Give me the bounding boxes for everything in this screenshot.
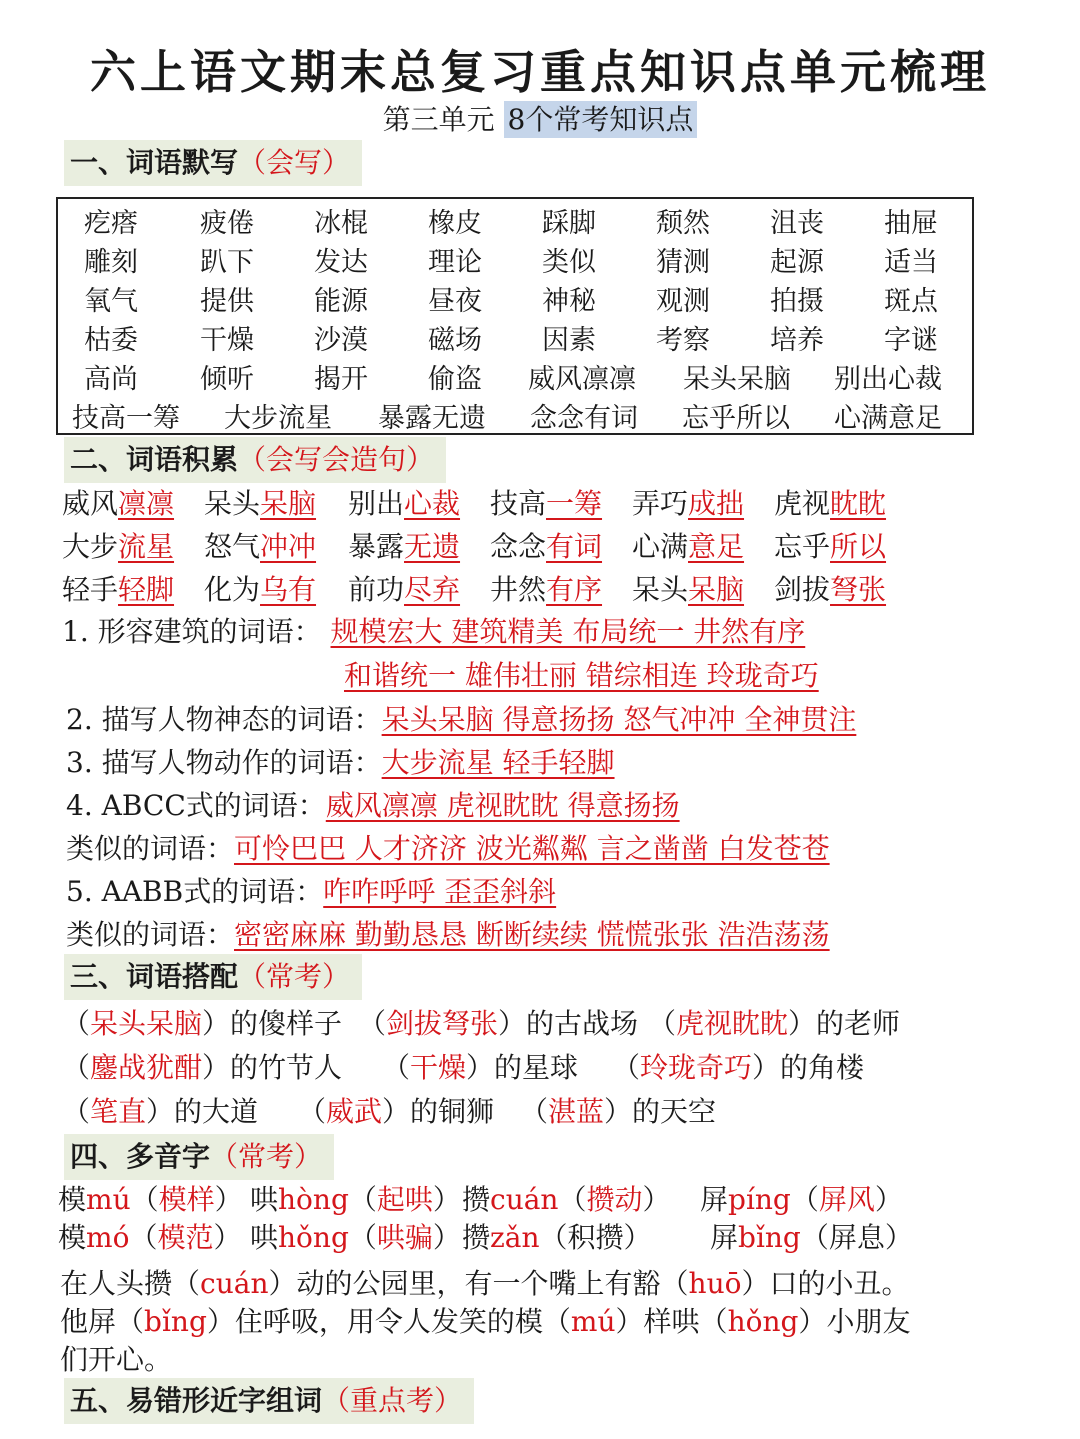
polyphone-char: 模	[58, 1183, 87, 1216]
idiom-item	[632, 525, 744, 565]
pinyin: zǎn	[490, 1221, 540, 1254]
vocab-word: 颓然	[656, 208, 710, 239]
category-5: 5. AABB式的词语：咋咋呼呼 歪歪斜斜	[66, 875, 557, 908]
idiom-answer: 冲冲	[260, 530, 317, 563]
idiom-prefix: 怒气	[204, 530, 261, 563]
vocab-word: 起源	[770, 247, 824, 278]
category-2: 2. 描写人物神态的词语：呆头呆脑 得意扬扬 怒气冲冲 全神贯注	[66, 703, 857, 736]
collocation-answer: 虎视眈眈	[676, 1007, 789, 1040]
vocab-word: 沮丧	[770, 208, 824, 239]
collocation-noun: 的傻样子	[230, 1007, 343, 1040]
idiom-prefix: 技高	[490, 487, 547, 520]
collocation-noun: 的角楼	[780, 1051, 865, 1084]
vocab-word: 呆头呆脑	[683, 364, 791, 395]
vocab-word: 发达	[314, 247, 368, 278]
collocation-answer: 鏖战犹酣	[90, 1051, 203, 1084]
vocab-word: 沙漠	[314, 325, 368, 356]
collocation-item: （湛蓝）的天空	[520, 1095, 717, 1128]
sentence-line-2: 他屏（bǐng）住呼吸，用令人发笑的模（mú）样哄（hǒng）小朋友	[60, 1305, 911, 1338]
vocab-word: 拍摄	[770, 286, 824, 317]
pinyin: bǐng	[738, 1221, 801, 1254]
polyphone-item: 哄hǒng（哄骗）	[250, 1221, 461, 1254]
vocab-word: 高尚	[84, 364, 138, 395]
idiom-prefix: 弄巧	[632, 487, 689, 520]
vocab-word: 氧气	[84, 286, 138, 317]
vocab-word: 偷盗	[428, 364, 482, 395]
vocab-word: 别出心裁	[834, 364, 942, 395]
idiom-item	[62, 482, 174, 522]
vocab-word: 忘乎所以	[682, 403, 790, 434]
pinyin: píng	[728, 1183, 791, 1216]
polyphone-char: 攒	[462, 1221, 491, 1254]
collocation-answer: 剑拔弩张	[386, 1007, 499, 1040]
idiom-item	[204, 568, 316, 608]
sentence-line-3: 们开心。	[60, 1343, 173, 1376]
idiom-prefix: 呆头	[204, 487, 261, 520]
collocation-item: （笔直）的大道	[62, 1095, 259, 1128]
idiom-prefix: 威风	[62, 487, 119, 520]
idiom-item	[774, 525, 886, 565]
pinyin: mó	[86, 1221, 130, 1254]
vocab-word: 培养	[770, 325, 824, 356]
highlight-label: 8个常考知识点	[504, 101, 698, 138]
idiom-item	[62, 525, 174, 565]
collocation-item: （鏖战犹酣）的竹节人	[62, 1051, 343, 1084]
section-heading-2: 二、词语积累（会写会造句）	[64, 437, 446, 483]
vocab-word: 冰棍	[314, 208, 368, 239]
vocab-word: 观测	[656, 286, 710, 317]
vocab-word: 疲倦	[200, 208, 254, 239]
idiom-item	[62, 568, 174, 608]
pinyin: hǒng	[278, 1221, 349, 1254]
vocab-word: 技高一筹	[72, 403, 180, 434]
vocab-word: 趴下	[200, 247, 254, 278]
idiom-answer: 意足	[688, 530, 745, 563]
collocation-answer: 干燥	[410, 1051, 467, 1084]
pinyin: cuán	[490, 1183, 559, 1216]
collocation-noun: 的古战场	[526, 1007, 639, 1040]
idiom-item	[348, 482, 460, 522]
idiom-prefix: 井然	[490, 573, 547, 606]
vocab-word: 念念有词	[530, 403, 638, 434]
collocation-noun: 的老师	[816, 1007, 901, 1040]
vocab-word: 大步流星	[224, 403, 332, 434]
vocab-word: 心满意足	[834, 403, 942, 434]
category-4-similar: 类似的词语：可怜巴巴 人才济济 波光粼粼 言之凿凿 白发苍苍	[66, 832, 830, 865]
collocation-answer: 呆头呆脑	[90, 1007, 203, 1040]
vocab-word: 干燥	[200, 325, 254, 356]
vocab-word: 雕刻	[84, 247, 138, 278]
idiom-item	[348, 525, 460, 565]
polyphone-item: 模mó（模范）	[58, 1221, 242, 1254]
section-heading-4: 四、多音字（常考）	[64, 1134, 334, 1180]
vocab-word: 提供	[200, 286, 254, 317]
polyphone-word: 攒动	[586, 1183, 643, 1216]
idiom-item	[490, 482, 602, 522]
collocation-item: （呆头呆脑）的傻样子	[62, 1007, 343, 1040]
idiom-item	[490, 568, 602, 608]
collocation-item: （威武）的铜狮	[298, 1095, 495, 1128]
polyphone-item: 屏píng（屏风）	[700, 1183, 903, 1216]
unit-label: 第三单元	[382, 103, 495, 136]
idiom-answer: 有词	[546, 530, 603, 563]
polyphone-item: 哄hòng（起哄）	[250, 1183, 461, 1216]
polyphone-word: 模样	[158, 1183, 215, 1216]
collocation-answer: 笔直	[90, 1095, 147, 1128]
vocab-word: 能源	[314, 286, 368, 317]
idiom-answer: 所以	[830, 530, 887, 563]
vocab-word: 倾听	[200, 364, 254, 395]
polyphone-word: 模范	[157, 1221, 214, 1254]
vocab-word: 适当	[884, 247, 938, 278]
category-1: 1. 形容建筑的词语： 规模宏大 建筑精美 布局统一 井然有序	[62, 615, 806, 648]
idiom-answer: 流星	[118, 530, 175, 563]
idiom-answer: 成拙	[688, 487, 745, 520]
vocab-word: 神秘	[542, 286, 596, 317]
polyphone-word: 屏息	[828, 1221, 885, 1254]
idiom-item	[204, 525, 316, 565]
vocab-word: 疙瘩	[84, 208, 138, 239]
polyphone-char: 哄	[250, 1221, 279, 1254]
vocab-word: 猜测	[656, 247, 710, 278]
category-1-line2: 和谐统一 雄伟壮丽 错综相连 玲珑奇巧	[344, 659, 819, 692]
collocation-noun: 的天空	[632, 1095, 717, 1128]
polyphone-word: 积攒	[567, 1221, 624, 1254]
polyphone-char: 屏	[710, 1221, 739, 1254]
vocab-word: 揭开	[314, 364, 368, 395]
collocation-noun: 的大道	[174, 1095, 259, 1128]
idiom-answer: 乌有	[260, 573, 317, 606]
vocab-word: 磁场	[428, 325, 482, 356]
vocab-word: 考察	[656, 325, 710, 356]
idiom-item	[774, 482, 886, 522]
page-subtitle	[0, 98, 1080, 138]
section-heading-1: 一、词语默写（会写）	[64, 140, 362, 186]
polyphone-char: 屏	[700, 1183, 729, 1216]
vocab-word: 字谜	[884, 325, 938, 356]
vocab-box	[56, 197, 974, 435]
category-5-similar: 类似的词语：密密麻麻 勤勤恳恳 断断续续 慌慌张张 浩浩荡荡	[66, 918, 830, 951]
vocab-word: 因素	[542, 325, 596, 356]
polyphone-char: 哄	[250, 1183, 279, 1216]
idiom-item	[632, 482, 744, 522]
section-heading-3: 三、词语搭配（常考）	[64, 954, 362, 1000]
collocation-answer: 湛蓝	[548, 1095, 605, 1128]
polyphone-item: 屏bǐng（屏息）	[710, 1221, 913, 1254]
idiom-prefix: 心满	[632, 530, 689, 563]
pinyin: hòng	[278, 1183, 349, 1216]
collocation-item: （剑拔弩张）的古战场	[358, 1007, 639, 1040]
idiom-item	[348, 568, 460, 608]
pinyin: mú	[86, 1183, 131, 1216]
idiom-prefix: 暴露	[348, 530, 405, 563]
collocation-answer: 威武	[326, 1095, 383, 1128]
vocab-word: 理论	[428, 247, 482, 278]
idiom-item	[204, 482, 316, 522]
vocab-word: 斑点	[884, 286, 938, 317]
polyphone-item: 模mú（模样）	[58, 1183, 243, 1216]
idiom-item	[774, 568, 886, 608]
idiom-item	[490, 525, 602, 565]
vocab-word: 威风凛凛	[528, 364, 636, 395]
page-title: 六上语文期末总复习重点知识点单元梳理	[90, 45, 990, 99]
vocab-word: 抽屉	[884, 208, 938, 239]
idiom-prefix: 虎视	[774, 487, 831, 520]
idiom-answer: 有序	[546, 573, 603, 606]
idiom-item	[632, 568, 744, 608]
collocation-item: （虎视眈眈）的老师	[648, 1007, 901, 1040]
collocation-item: （玲珑奇巧）的角楼	[612, 1051, 865, 1084]
vocab-word: 枯委	[84, 325, 138, 356]
polyphone-char: 攒	[462, 1183, 491, 1216]
collocation-noun: 的铜狮	[410, 1095, 495, 1128]
collocation-item: （干燥）的星球	[382, 1051, 579, 1084]
idiom-answer: 呆脑	[260, 487, 317, 520]
collocation-noun: 的星球	[494, 1051, 579, 1084]
idiom-prefix: 大步	[62, 530, 119, 563]
idiom-answer: 一筹	[546, 487, 603, 520]
vocab-word: 橡皮	[428, 208, 482, 239]
polyphone-char: 模	[58, 1221, 87, 1254]
section-heading-5: 五、易错形近字组词（重点考）	[64, 1378, 474, 1424]
idiom-prefix: 剑拔	[774, 573, 831, 606]
idiom-prefix: 忘乎	[774, 530, 831, 563]
collocation-noun: 的竹节人	[230, 1051, 343, 1084]
idiom-answer: 心裁	[404, 487, 461, 520]
vocab-word: 踩脚	[542, 208, 596, 239]
polyphone-item: 攒cuán（攒动）	[462, 1183, 671, 1216]
idiom-prefix: 轻手	[62, 573, 119, 606]
vocab-word: 昼夜	[428, 286, 482, 317]
polyphone-word: 起哄	[376, 1183, 433, 1216]
vocab-word: 类似	[542, 247, 596, 278]
polyphone-word: 哄骗	[376, 1221, 433, 1254]
idiom-prefix: 化为	[204, 573, 261, 606]
idiom-prefix: 前功	[348, 573, 405, 606]
idiom-answer: 轻脚	[118, 573, 175, 606]
idiom-answer: 呆脑	[688, 573, 745, 606]
category-4: 4. ABCC式的词语：威风凛凛 虎视眈眈 得意扬扬	[66, 789, 680, 822]
idiom-answer: 尽弃	[404, 573, 461, 606]
polyphone-word: 屏风	[818, 1183, 875, 1216]
idiom-prefix: 别出	[348, 487, 405, 520]
category-3: 3. 描写人物动作的词语：大步流星 轻手轻脚	[66, 746, 615, 779]
idiom-answer: 眈眈	[830, 487, 887, 520]
idiom-prefix: 呆头	[632, 573, 689, 606]
idiom-answer: 弩张	[830, 573, 887, 606]
sentence-line-1: 在人头攒（cuán）动的公园里，有一个嘴上有豁（huō）口的小丑。	[60, 1267, 910, 1300]
idiom-answer: 凛凛	[118, 487, 175, 520]
vocab-word: 暴露无遗	[378, 403, 486, 434]
idiom-answer: 无遗	[404, 530, 461, 563]
polyphone-item: 攒zǎn（积攒）	[462, 1221, 652, 1254]
idiom-prefix: 念念	[490, 530, 547, 563]
collocation-answer: 玲珑奇巧	[640, 1051, 753, 1084]
